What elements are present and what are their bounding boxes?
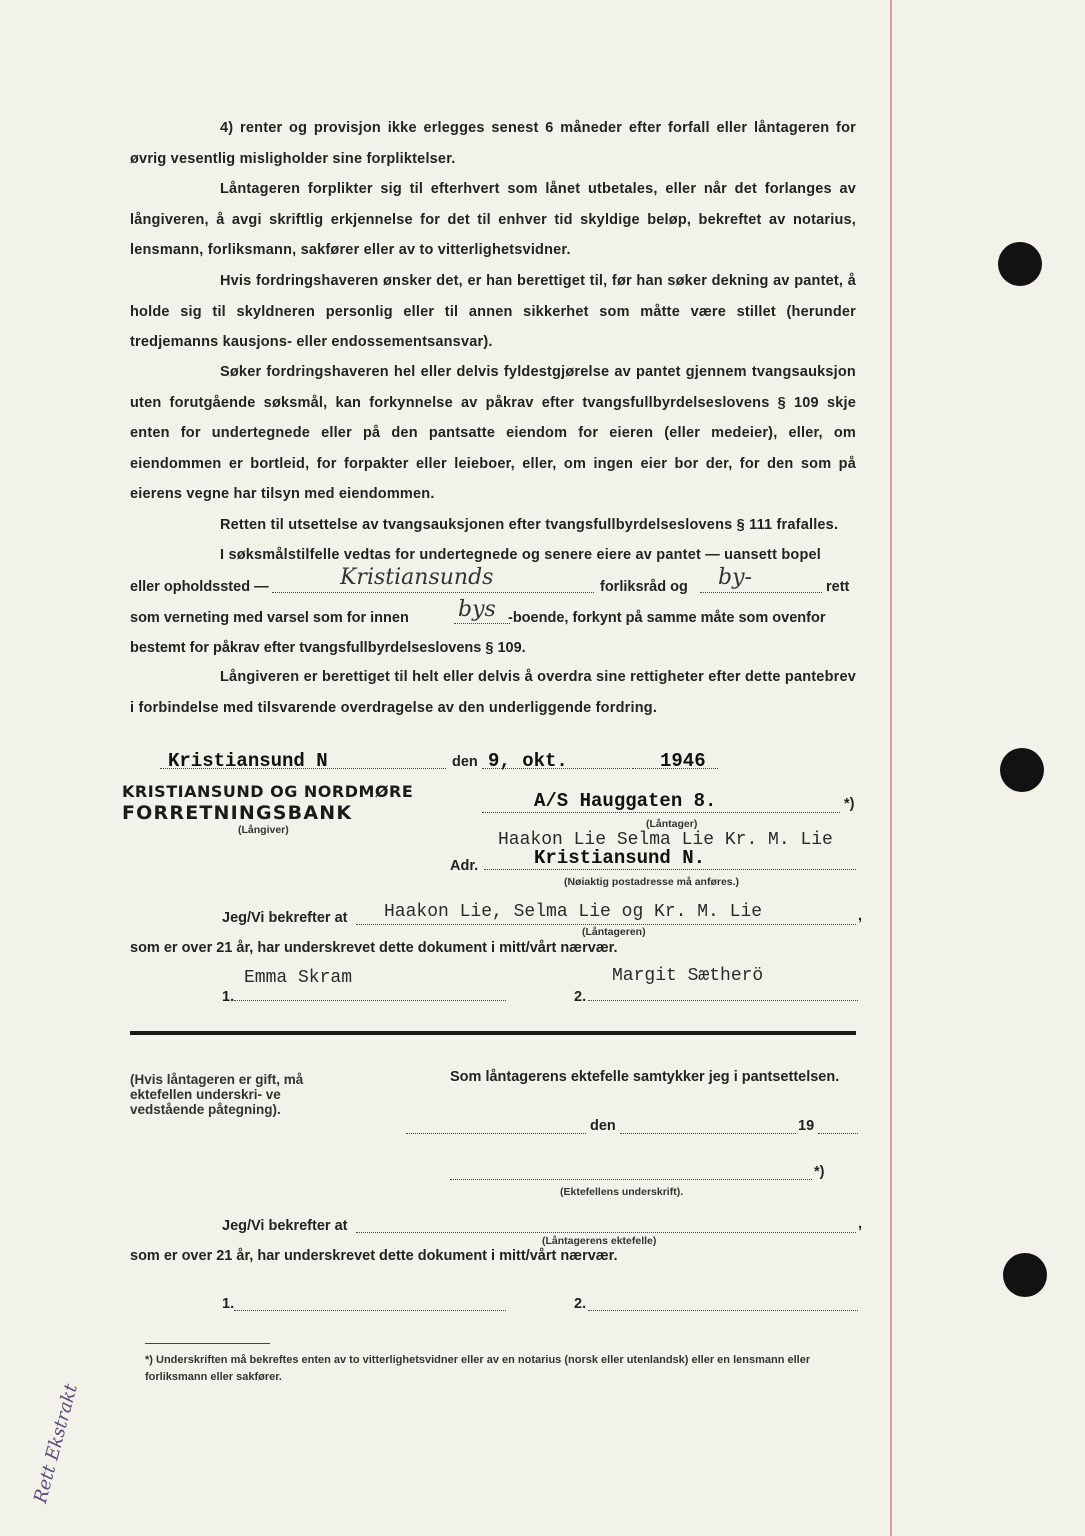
signing-year: 1946	[660, 750, 706, 772]
witness-2-name: Margit Sætherö	[612, 966, 764, 986]
fill-line	[482, 768, 630, 769]
p6-text-c: rett	[826, 579, 850, 595]
spouse-witness-1: 1.	[222, 1296, 235, 1312]
confirm-line2: som er over 21 år, har underskrevet dette dokument i mitt/vårt nærvær.	[130, 940, 618, 956]
signing-place: Kristiansund N	[168, 750, 328, 772]
paragraph-7: Långiveren er berettiget til helt eller delvis å overdra sine rettigheter efter dette pantebrev i forbindelse med tilsvarende overdragelse av den underliggende fordring.	[130, 669, 856, 716]
paragraph-4: Søker fordringshaveren hel eller delvis fyldestgjørelse av pantet gjennem tvangsauksjon uten forutgående søksmål, kan forkynnelse av påkrav efter tvangsfullbyrdelseslovens § 109 skje enten for undertegnede eller på den pantsatte eiendom for eieren (eller medeier), eller, om eiendommen er bortleid, for forpakter eller leieboer, eller, om ingen eier bor der, for den som på eierens vegne har tilsyn med eiendommen.	[130, 364, 856, 502]
fill-line	[700, 592, 822, 593]
p6-text-b: forliksråd og	[600, 579, 688, 595]
spouse-consent: Som låntagerens ektefelle samtykker jeg i pantsettelsen.	[450, 1069, 840, 1085]
borrower-names: Haakon Lie Selma Lie Kr. M. Lie	[498, 830, 833, 850]
paragraph-6-line1: I søksmålstilfelle vedtas for undertegnede og senere eiere av pantet — uansett bopel	[220, 547, 822, 563]
paragraph-2: Låntageren forplikter sig til efterhvert som lånet utbetales, eller når det forlanges av långiveren, å avgi skriftlig erkjennelse for det til enhver tid skyldige beløp, bekreftet av notarius, lensmann, forliksmann, sakfører eller av to vitterlighetsvidner.	[130, 181, 856, 258]
lantager-label: (Låntager)	[646, 818, 698, 830]
fill-line	[234, 1310, 506, 1311]
fill-line	[588, 1310, 858, 1311]
p6-text-a: eller opholdssted —	[130, 579, 269, 595]
p6-line4: bestemt for påkrav efter tvangsfullbyrdelseslovens § 109.	[130, 640, 526, 656]
section-divider	[130, 1031, 856, 1035]
handwritten-court-place: Kristiansunds	[340, 565, 494, 590]
margin-line	[890, 0, 892, 1536]
fill-line	[484, 869, 856, 870]
footnote-rule	[145, 1343, 270, 1344]
fill-line	[482, 812, 840, 813]
punch-hole	[1000, 748, 1044, 792]
paragraph-5: Retten til utsettelse av tvangsauksjonen efter tvangsfullbyrdelseslovens § 111 frafalles.	[220, 517, 839, 533]
fill-line	[818, 1133, 858, 1134]
handwritten-residence: bys	[458, 597, 496, 622]
p6-text-e: -boende, forkynt på samme måte som ovenfor	[508, 610, 826, 626]
comma: ,	[858, 908, 863, 924]
fill-line	[356, 1232, 856, 1233]
address-note: (Nøiaktig postadresse må anføres.)	[564, 876, 740, 888]
bank-stamp-line1: KRISTIANSUND OG NORDMØRE	[122, 782, 414, 801]
witness-number-1: 1.	[222, 989, 235, 1005]
spouse-label: (Låntagerens ektefelle)	[542, 1235, 657, 1247]
margin-signature: Rett Ekstrakt	[30, 1381, 82, 1506]
spouse-witness-2: 2.	[574, 1296, 587, 1312]
spouse-confirm-lead: Jeg/Vi bekrefter at	[222, 1218, 348, 1234]
spouse-note: (Hvis låntageren er gift, må ektefellen underskri- ve vedstående påtegning).	[130, 1072, 304, 1117]
footnote: *) Underskriften må bekreftes enten av to vitterlighetsvidner eller av en notarius (norsk eller utenlandsk) eller en lensmann eller forliksmann eller sakfører.	[145, 1354, 811, 1383]
adr-label: Adr.	[450, 858, 479, 874]
paragraph-1: 4) renter og provisjon ikke erlegges senest 6 måneder efter forfall eller låntageren for øvrig vesentlig misligholder sine forpliktelser.	[130, 120, 856, 167]
fill-line	[272, 592, 594, 593]
confirm-lead: Jeg/Vi bekrefter at	[222, 910, 348, 926]
spouse-asterisk: *)	[814, 1164, 825, 1180]
fill-line	[356, 924, 856, 925]
fill-line	[450, 1179, 812, 1180]
witness-1-name: Emma Skram	[244, 968, 353, 988]
asterisk: *)	[844, 796, 855, 812]
fill-line	[588, 1000, 858, 1001]
borrower-company: A/S Hauggaten 8.	[534, 790, 717, 812]
fill-line	[454, 623, 510, 624]
spouse-sign-label: (Ektefellens underskrift).	[560, 1186, 684, 1198]
punch-hole	[998, 242, 1042, 286]
fill-line	[234, 1000, 506, 1001]
spouse-confirm-line2: som er over 21 år, har underskrevet dette dokument i mitt/vårt nærvær.	[130, 1248, 618, 1264]
bank-stamp-line2: FORRETNINGSBANK	[122, 802, 353, 824]
fill-line	[160, 768, 446, 769]
confirmed-names: Haakon Lie, Selma Lie og Kr. M. Lie	[384, 902, 763, 922]
borrower-address: Kristiansund N.	[534, 847, 706, 869]
den-label: den	[452, 754, 478, 770]
handwritten-court-type: by-	[718, 565, 752, 590]
spouse-year: 19	[798, 1118, 815, 1134]
signing-date: 9, okt.	[488, 750, 568, 772]
p6-text-d: som verneting med varsel som for innen	[130, 610, 409, 626]
fill-line	[632, 768, 718, 769]
fill-line	[620, 1133, 796, 1134]
punch-hole	[1003, 1253, 1047, 1297]
spouse-den: den	[590, 1118, 616, 1134]
spouse-comma: ,	[858, 1216, 863, 1232]
lantageren-label: (Låntageren)	[582, 926, 646, 938]
langiver-label: (Långiver)	[238, 824, 289, 836]
witness-number-2: 2.	[574, 989, 587, 1005]
fill-line	[406, 1133, 586, 1134]
paragraph-3: Hvis fordringshaveren ønsker det, er han berettiget til, før han søker dekning av pantet, å holde sig til skyldneren personlig eller til annen sikkerhet som måtte være stillet (herunder tredjemanns kausjons- eller endossementsansvar).	[130, 273, 856, 350]
